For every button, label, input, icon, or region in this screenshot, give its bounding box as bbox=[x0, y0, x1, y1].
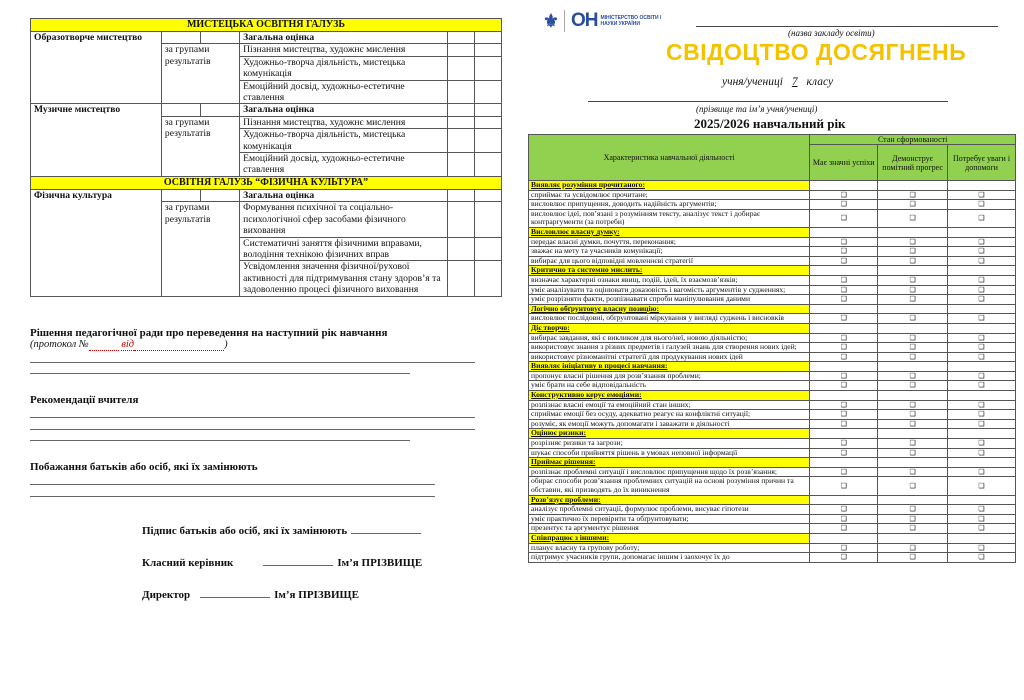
checkbox[interactable]: ❑ bbox=[948, 553, 1016, 563]
indicator-text: аналізує проблемні ситуації, формулює проблеми, висуває гіпотези bbox=[529, 505, 810, 515]
achievements-table bbox=[528, 134, 1016, 563]
certificate-header bbox=[528, 6, 1016, 134]
checkbox[interactable]: ❑ bbox=[878, 467, 948, 477]
checkbox[interactable]: ❑ bbox=[810, 448, 878, 458]
checkbox[interactable]: ❑ bbox=[878, 514, 948, 524]
checkbox[interactable]: ❑ bbox=[948, 295, 1016, 305]
checkbox[interactable]: ❑ bbox=[810, 200, 878, 210]
checkbox[interactable]: ❑ bbox=[948, 400, 1016, 410]
trident-icon: ⚜ bbox=[542, 10, 560, 31]
category-row: Розв’язує проблеми: bbox=[529, 495, 810, 505]
groups-label: за групами результатів bbox=[161, 202, 239, 296]
checkbox[interactable]: ❑ bbox=[948, 209, 1016, 227]
grade-cell[interactable] bbox=[448, 202, 475, 237]
sign-teacher-line[interactable] bbox=[263, 565, 333, 566]
checkbox[interactable]: ❑ bbox=[878, 343, 948, 353]
checkbox[interactable]: ❑ bbox=[948, 285, 1016, 295]
director-name: Ім’я ПРІЗВИЩЕ bbox=[274, 588, 359, 601]
subject-name: Музичне мистецтво bbox=[31, 104, 162, 176]
checkbox[interactable]: ❑ bbox=[948, 343, 1016, 353]
checkbox[interactable]: ❑ bbox=[810, 410, 878, 420]
checkbox[interactable]: ❑ bbox=[878, 381, 948, 391]
school-field[interactable] bbox=[696, 18, 998, 27]
checkbox[interactable]: ❑ bbox=[810, 439, 878, 449]
indicator-text: використовує знання з різних предметів і галузей знань для створення нових ідей; bbox=[529, 343, 810, 353]
indicator-text: підтримує учасників групи, допомагає іншим і заохочує їх до bbox=[529, 553, 810, 563]
decision-heading: Рішення педагогічної ради про переведення на наступний рік навчання bbox=[30, 326, 388, 339]
indicator-text: обирає способи розв’язання проблемних ситуацій на основі розуміння причин та обставин, які призводять до їх виникнення bbox=[529, 477, 810, 495]
checkbox[interactable]: ❑ bbox=[810, 343, 878, 353]
checkbox[interactable]: ❑ bbox=[948, 419, 1016, 429]
parents-line[interactable] bbox=[30, 473, 435, 485]
grade-prefix: учня/учениці bbox=[722, 76, 783, 88]
groups-label: за групами результатів bbox=[161, 116, 239, 176]
checkbox[interactable]: ❑ bbox=[948, 410, 1016, 420]
grade-cell[interactable] bbox=[475, 116, 502, 128]
checkbox[interactable]: ❑ bbox=[878, 275, 948, 285]
subject-name: Образотворче мистецтво bbox=[31, 32, 162, 104]
checkbox[interactable]: ❑ bbox=[948, 275, 1016, 285]
checkbox[interactable]: ❑ bbox=[878, 247, 948, 257]
sign-teacher-label: Класний керівник bbox=[142, 556, 234, 569]
result-item: Пізнання мистецтва, художнє мислення bbox=[240, 44, 448, 56]
checkbox[interactable]: ❑ bbox=[810, 419, 878, 429]
indicator-text: сприймає та усвідомлює прочитане; bbox=[529, 190, 810, 200]
decision-line[interactable] bbox=[30, 363, 410, 374]
checkbox[interactable]: ❑ bbox=[878, 439, 948, 449]
indicator-text: використовує різноманітні стратегії для продукування нових ідей bbox=[529, 352, 810, 362]
result-item: Художньо-творча діяльність, мистецька комунікація bbox=[240, 56, 448, 80]
checkbox[interactable]: ❑ bbox=[810, 543, 878, 553]
category-row: Логічно обґрунтовує власну позицію: bbox=[529, 304, 810, 314]
decision-section bbox=[30, 327, 502, 374]
checkbox[interactable]: ❑ bbox=[948, 448, 1016, 458]
grade-cell[interactable] bbox=[475, 32, 502, 44]
result-item: Емоційний досвід, художньо-естетичне ставлення bbox=[240, 80, 448, 104]
grade-line bbox=[722, 76, 833, 88]
sign-director-line[interactable] bbox=[200, 597, 270, 598]
checkbox[interactable]: ❑ bbox=[948, 256, 1016, 266]
grade-cell[interactable] bbox=[448, 129, 475, 153]
checkbox[interactable]: ❑ bbox=[948, 514, 1016, 524]
category-row: Оцінює ризики: bbox=[529, 429, 810, 439]
pe-header: ОСВІТНЯ ГАЛУЗЬ “ФІЗИЧНА КУЛЬТУРА” bbox=[31, 176, 502, 189]
checkbox[interactable]: ❑ bbox=[878, 419, 948, 429]
recommend-heading: Рекомендації вчителя bbox=[30, 393, 139, 406]
decision-line[interactable] bbox=[30, 351, 475, 363]
grade-cell[interactable] bbox=[475, 261, 502, 296]
grade-cell[interactable] bbox=[448, 104, 475, 116]
grade-cell[interactable] bbox=[475, 202, 502, 237]
indicator-text: розуміє, як емоції можуть допомагати і заважати в діяльності bbox=[529, 419, 810, 429]
checkbox[interactable]: ❑ bbox=[810, 209, 878, 227]
indicator-text: розпізнає власні емоції та емоційний стан інших; bbox=[529, 400, 810, 410]
checkbox[interactable]: ❑ bbox=[810, 190, 878, 200]
checkbox[interactable]: ❑ bbox=[878, 209, 948, 227]
checkbox[interactable]: ❑ bbox=[810, 333, 878, 343]
checkbox[interactable]: ❑ bbox=[878, 256, 948, 266]
protocol-from[interactable]: від bbox=[121, 338, 135, 350]
checkbox[interactable]: ❑ bbox=[878, 524, 948, 534]
checkbox[interactable]: ❑ bbox=[810, 514, 878, 524]
grade-cell[interactable] bbox=[448, 153, 475, 177]
sign-teacher bbox=[142, 557, 502, 569]
result-item: Систематичні заняття фізичними вправами, володіння технікою фізичних вправ bbox=[240, 237, 448, 261]
school-year: 2025/2026 навчальний рік bbox=[694, 116, 846, 131]
checkbox[interactable]: ❑ bbox=[810, 295, 878, 305]
indicator-text: планує власну та групову роботу; bbox=[529, 543, 810, 553]
result-item: Емоційний досвід, художньо-естетичне ставлення bbox=[240, 153, 448, 177]
checkbox[interactable]: ❑ bbox=[878, 553, 948, 563]
recommend-line[interactable] bbox=[30, 418, 475, 430]
teacher-name: Ім’я ПРІЗВИЩЕ bbox=[337, 556, 423, 569]
checkbox[interactable]: ❑ bbox=[948, 505, 1016, 515]
checkbox[interactable]: ❑ bbox=[878, 505, 948, 515]
grade-cell[interactable] bbox=[448, 44, 475, 56]
checkbox[interactable]: ❑ bbox=[948, 467, 1016, 477]
grade-cell[interactable] bbox=[475, 237, 502, 261]
indicator-text: зважає на мету та учасників комунікації; bbox=[529, 247, 810, 257]
grade-cell[interactable] bbox=[475, 104, 502, 116]
grade-cell[interactable] bbox=[448, 237, 475, 261]
result-item: Усвідомлення значення фізичної/рухової активності для підтримування стану здоров’я та задоволенню процесі фізичного виховання bbox=[240, 261, 448, 296]
checkbox[interactable]: ❑ bbox=[878, 333, 948, 343]
checkbox[interactable]: ❑ bbox=[810, 524, 878, 534]
protocol-end: ) bbox=[224, 338, 228, 350]
ministry-mark: ОН bbox=[571, 10, 598, 31]
col-progress: Демонструє помітний прогрес bbox=[878, 145, 948, 181]
overall-label: Загальна оцінка bbox=[240, 189, 448, 201]
category-row: Співпрацює з іншими: bbox=[529, 533, 810, 543]
col-significant: Має значні успіхи bbox=[810, 145, 878, 181]
checkbox[interactable]: ❑ bbox=[810, 314, 878, 324]
checkbox[interactable]: ❑ bbox=[810, 256, 878, 266]
checkbox[interactable]: ❑ bbox=[878, 371, 948, 381]
checkbox[interactable]: ❑ bbox=[878, 200, 948, 210]
checkbox[interactable]: ❑ bbox=[810, 237, 878, 247]
checkbox[interactable]: ❑ bbox=[878, 295, 948, 305]
overall-label: Загальна оцінка bbox=[240, 32, 448, 44]
result-item: Художньо-творча діяльність, мистецька комунікація bbox=[240, 129, 448, 153]
category-row: Виявляє ініціативу в процесі навчання: bbox=[529, 362, 810, 372]
checkbox[interactable]: ❑ bbox=[878, 190, 948, 200]
checkbox[interactable]: ❑ bbox=[878, 314, 948, 324]
checkbox[interactable]: ❑ bbox=[810, 505, 878, 515]
grade-cell[interactable] bbox=[448, 56, 475, 80]
indicator-text: висловлює припущення, доводить надійність аргументів; bbox=[529, 200, 810, 210]
pupil-field[interactable] bbox=[588, 98, 948, 102]
indicator-text: вибирає завдання, які є викликом для нього/неї, новою діяльністю; bbox=[529, 333, 810, 343]
ministry-logo bbox=[542, 10, 663, 32]
school-caption: (назва закладу освіти) bbox=[788, 28, 875, 38]
checkbox[interactable]: ❑ bbox=[878, 477, 948, 495]
checkbox[interactable]: ❑ bbox=[810, 477, 878, 495]
sign-director bbox=[142, 589, 502, 601]
indicator-text: уміє брати на себе відповідальність bbox=[529, 381, 810, 391]
checkbox[interactable]: ❑ bbox=[948, 524, 1016, 534]
right-page bbox=[520, 0, 1024, 700]
checkbox[interactable]: ❑ bbox=[948, 381, 1016, 391]
checkbox[interactable]: ❑ bbox=[878, 400, 948, 410]
sign-parents-label: Підпис батьків або осіб, які їх замінюють bbox=[142, 524, 348, 537]
arts-header: МИСТЕЦЬКА ОСВІТНЯ ГАЛУЗЬ bbox=[31, 19, 502, 32]
checkbox[interactable]: ❑ bbox=[948, 200, 1016, 210]
checkbox[interactable]: ❑ bbox=[878, 543, 948, 553]
indicator-text: передає власні думки, почуття, переконання; bbox=[529, 237, 810, 247]
category-row: Критично та системно мислить: bbox=[529, 266, 810, 276]
indicator-text: вибирає для цього відповідні мовленнєві стратегії bbox=[529, 256, 810, 266]
grade-cell[interactable] bbox=[448, 189, 475, 201]
arts-table bbox=[30, 18, 502, 297]
category-row: Висловлює власну думку: bbox=[529, 227, 810, 237]
checkbox[interactable]: ❑ bbox=[810, 467, 878, 477]
grade-cell[interactable] bbox=[475, 153, 502, 177]
indicator-text: пропонує власні рішення для розв’язання проблеми; bbox=[529, 371, 810, 381]
overall-label: Загальна оцінка bbox=[240, 104, 448, 116]
indicator-text: уміє розрізняти факти, розпізнавати спроби маніпулювання даними bbox=[529, 295, 810, 305]
result-item: Формування психічної та соціально-психологічної сфер засобами фізичного виховання bbox=[240, 202, 448, 237]
checkbox[interactable]: ❑ bbox=[810, 381, 878, 391]
checkbox[interactable]: ❑ bbox=[948, 314, 1016, 324]
subject-name: Фізична культура bbox=[31, 189, 162, 296]
checkbox[interactable]: ❑ bbox=[810, 285, 878, 295]
pupil-caption: (прізвище та ім’я учня/учениці) bbox=[696, 104, 818, 114]
grade-cell[interactable] bbox=[448, 116, 475, 128]
parents-heading: Побажання батьків або осіб, які їх замінюють bbox=[30, 460, 258, 473]
checkbox[interactable]: ❑ bbox=[948, 439, 1016, 449]
checkbox[interactable]: ❑ bbox=[878, 410, 948, 420]
checkbox[interactable]: ❑ bbox=[948, 371, 1016, 381]
certificate-title: СВІДОЦТВО ДОСЯГНЕНЬ bbox=[666, 39, 967, 65]
recommend-section bbox=[30, 394, 502, 441]
checkbox[interactable]: ❑ bbox=[948, 333, 1016, 343]
recommend-line[interactable] bbox=[30, 406, 475, 418]
grade-cell[interactable] bbox=[448, 32, 475, 44]
recommend-line[interactable] bbox=[30, 430, 410, 441]
checkbox[interactable]: ❑ bbox=[810, 400, 878, 410]
grade-cell[interactable] bbox=[475, 80, 502, 104]
checkbox[interactable]: ❑ bbox=[878, 285, 948, 295]
col-needs-help: Потребує уваги і допомоги bbox=[948, 145, 1016, 181]
checkbox[interactable]: ❑ bbox=[810, 247, 878, 257]
indicator-text: розпізнає проблемні ситуації і висловлює припущення щодо їх розв’язання; bbox=[529, 467, 810, 477]
checkbox[interactable]: ❑ bbox=[948, 190, 1016, 200]
category-row: Конструктивно керує емоціями: bbox=[529, 391, 810, 401]
indicator-text: уміє аналізувати та оцінювати доказовість і вагомість аргументів у судженнях; bbox=[529, 285, 810, 295]
grade-cell[interactable] bbox=[475, 56, 502, 80]
checkbox[interactable]: ❑ bbox=[810, 553, 878, 563]
indicator-text: презентує та аргументує рішення bbox=[529, 524, 810, 534]
protocol-prefix: (протокол № bbox=[30, 338, 89, 350]
checkbox[interactable]: ❑ bbox=[878, 448, 948, 458]
groups-label: за групами результатів bbox=[161, 44, 239, 104]
indicator-text: визначає характерні ознаки явищ, подій, ідей, їх взаємозв’язків; bbox=[529, 275, 810, 285]
grade-cell[interactable] bbox=[475, 129, 502, 153]
grade-value[interactable]: 7 bbox=[791, 76, 798, 88]
sign-parents-line[interactable] bbox=[351, 533, 421, 534]
indicator-text: висловлює ідеї, пов’язані з розумінням тексту, аналізує текст і добирає контраргументи (за потреби) bbox=[529, 209, 810, 227]
indicator-text: шукає способи прийняття рішень в умовах неповної інформації bbox=[529, 448, 810, 458]
checkbox[interactable]: ❑ bbox=[948, 352, 1016, 362]
indicator-text: висловлює послідовні, обґрунтовані міркування у вигляді суджень і висновків bbox=[529, 314, 810, 324]
checkbox[interactable]: ❑ bbox=[948, 237, 1016, 247]
checkbox[interactable]: ❑ bbox=[878, 237, 948, 247]
checkbox[interactable]: ❑ bbox=[810, 275, 878, 285]
checkbox[interactable]: ❑ bbox=[948, 543, 1016, 553]
col-characteristic: Характеристика навчальної діяльності bbox=[529, 135, 810, 181]
result-item: Пізнання мистецтва, художнє мислення bbox=[240, 116, 448, 128]
checkbox[interactable]: ❑ bbox=[948, 477, 1016, 495]
indicator-text: розрізняє ризики та загрози; bbox=[529, 439, 810, 449]
checkbox[interactable]: ❑ bbox=[878, 352, 948, 362]
ministry-name: МІНІСТЕРСТВО ОСВІТИ І НАУКИ УКРАЇНИ bbox=[600, 15, 662, 27]
category-row: Приймає рішення: bbox=[529, 458, 810, 468]
parents-line[interactable] bbox=[30, 485, 435, 497]
checkbox[interactable]: ❑ bbox=[810, 371, 878, 381]
grade-suffix: класу bbox=[806, 76, 834, 88]
checkbox[interactable]: ❑ bbox=[948, 247, 1016, 257]
category-row: Діє творчо: bbox=[529, 323, 810, 333]
indicator-text: уміє практично їх перевірити та обґрунтовувати; bbox=[529, 514, 810, 524]
parents-section bbox=[30, 461, 502, 497]
grade-cell[interactable] bbox=[475, 44, 502, 56]
indicator-text: сприймає емоції без осуду, адекватно реагує на конфліктні ситуації; bbox=[529, 410, 810, 420]
checkbox[interactable]: ❑ bbox=[810, 352, 878, 362]
grade-cell[interactable] bbox=[448, 261, 475, 296]
sign-parents bbox=[142, 525, 502, 537]
col-state: Стан сформованості bbox=[810, 135, 1016, 145]
grade-cell[interactable] bbox=[448, 80, 475, 104]
grade-cell[interactable] bbox=[475, 189, 502, 201]
sign-director-label: Директор bbox=[142, 588, 191, 601]
category-row: Виявляє розуміння прочитаного: bbox=[529, 181, 810, 191]
